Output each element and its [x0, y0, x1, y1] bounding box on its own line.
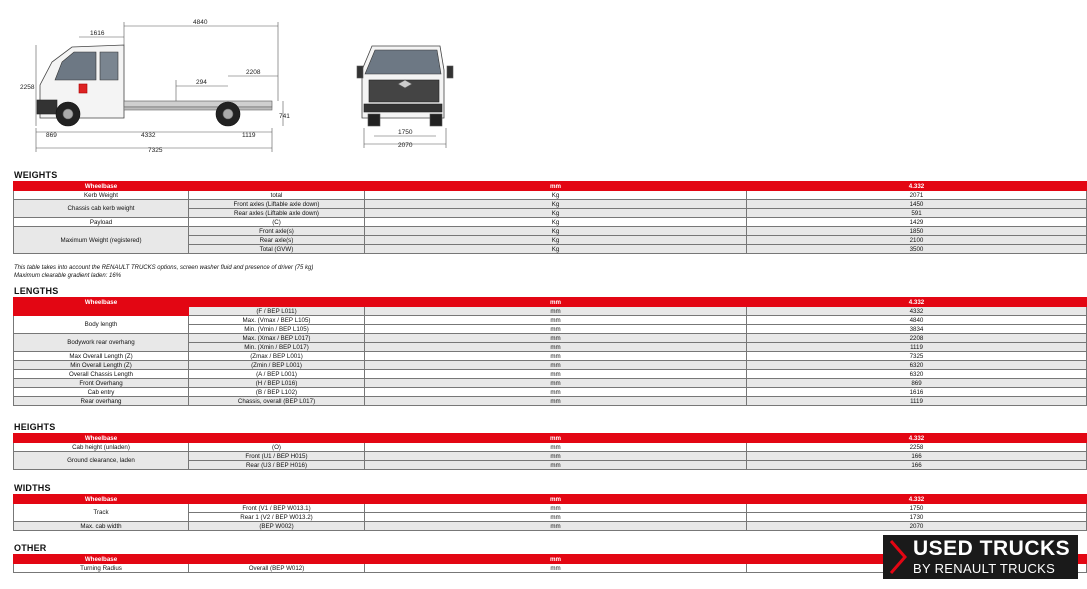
other-title: OTHER	[14, 543, 47, 553]
table-row: Rear (U3 / BEP H016) mm 166	[14, 461, 1087, 470]
table-row: Payload (C) Kg 1429	[14, 218, 1087, 227]
dim-cab-entry: 1616	[90, 30, 105, 37]
chevron-icon	[889, 540, 907, 574]
dim-width: 2070	[398, 142, 413, 149]
table-header	[14, 182, 1087, 191]
table-row: Cab entry (B / BEP L102) mm 1616	[14, 388, 1087, 397]
table-row: Body length Max. (Vmax / BEP L105) mm 4840	[14, 316, 1087, 325]
dim-wheelbase: 4332	[141, 132, 156, 139]
table-row: (F / BEP L011) mm 4332	[14, 307, 1087, 316]
lengths-table	[13, 297, 1087, 406]
dim-overall-length: 7325	[148, 147, 163, 154]
logo-line-1: USED TRUCKS	[913, 537, 1071, 560]
weights-note: This table takes into account the RENAULT TRUCKS options, screen washer fluid and presence of driver (75 kg) Maximum clearable gradient laden: 16%	[14, 265, 314, 279]
table-row: Total (GVW) Kg 3500	[14, 245, 1087, 254]
logo-line-2: BY RENAULT TRUCKS	[913, 561, 1056, 576]
used-trucks-logo	[883, 535, 1078, 579]
table-row: Chassis cab kerb weight Front axles (Liftable axle down) Kg 1450	[14, 200, 1087, 209]
table-header: Wheelbase mm 4.332	[14, 495, 1087, 504]
dim-rear-overhang: 1119	[242, 132, 256, 139]
table-header: Wheelbase mm	[14, 555, 1087, 564]
header-unit: mm	[365, 182, 747, 191]
table-row: Min Overall Length (Z) (Zmin / BEP L001) mm 6320	[14, 361, 1087, 370]
table-row: Front Overhang (H / BEP L016) mm 869	[14, 379, 1087, 388]
table-row: Rear axle(s) Kg 2100	[14, 236, 1087, 245]
dim-track: 1750	[398, 129, 413, 136]
dim-741: 741	[279, 113, 290, 120]
table-row: Bodywork rear overhang Max. (Xmax / BEP L017) mm 2208	[14, 334, 1087, 343]
dim-body-length: 4840	[193, 19, 208, 26]
dim-294: 294	[196, 79, 207, 86]
table-row: Max Overall Length (Z) (Zmax / BEP L001) mm 7325	[14, 352, 1087, 361]
table-row: Rear 1 (V2 / BEP W013.2) mm 1730	[14, 513, 1087, 522]
widths-table	[13, 494, 1087, 531]
table-row: Min. (Xmin / BEP L017) mm 1119	[14, 343, 1087, 352]
table-row: Turning Radius Overall (BEP W012) mm	[14, 564, 1087, 573]
table-row: Ground clearance, laden Front (U1 / BEP H015) mm 166	[14, 452, 1087, 461]
table-row: Rear axles (Liftable axle down) Kg 591	[14, 209, 1087, 218]
heights-title: HEIGHTS	[14, 422, 56, 432]
table-row: Min. (Vmin / BEP L105) mm 3834	[14, 325, 1087, 334]
dim-front-overhang: 869	[46, 132, 57, 139]
dim-rear-overhang-body: 2208	[246, 69, 261, 76]
table-header: Wheelbase mm 4.332	[14, 434, 1087, 443]
weights-table	[13, 181, 1087, 254]
heights-table	[13, 433, 1087, 470]
table-row: Cab height (unladen) (O) mm 2258	[14, 443, 1087, 452]
technical-drawing	[0, 0, 470, 160]
table-header: Wheelbase mm 4.332	[14, 298, 1087, 307]
weights-title: WEIGHTS	[14, 170, 58, 180]
widths-title: WIDTHS	[14, 483, 51, 493]
table-row: Kerb Weight total Kg 2071	[14, 191, 1087, 200]
header-wheelbase: Wheelbase	[14, 182, 189, 191]
lengths-title: LENGTHS	[14, 286, 59, 296]
table-row: Rear overhang Chassis, overall (BEP L017) mm 1119	[14, 397, 1087, 406]
table-row: Track Front (V1 / BEP W013.1) mm 1750	[14, 504, 1087, 513]
dim-cab-height: 2258	[20, 84, 35, 91]
table-row: Max. cab width (BEP W002) mm 2070	[14, 522, 1087, 531]
header-value: 4.332	[747, 182, 1087, 191]
table-row: Overall Chassis Length (A / BEP L001) mm 6320	[14, 370, 1087, 379]
table-row: Maximum Weight (registered) Front axle(s) Kg 1850	[14, 227, 1087, 236]
